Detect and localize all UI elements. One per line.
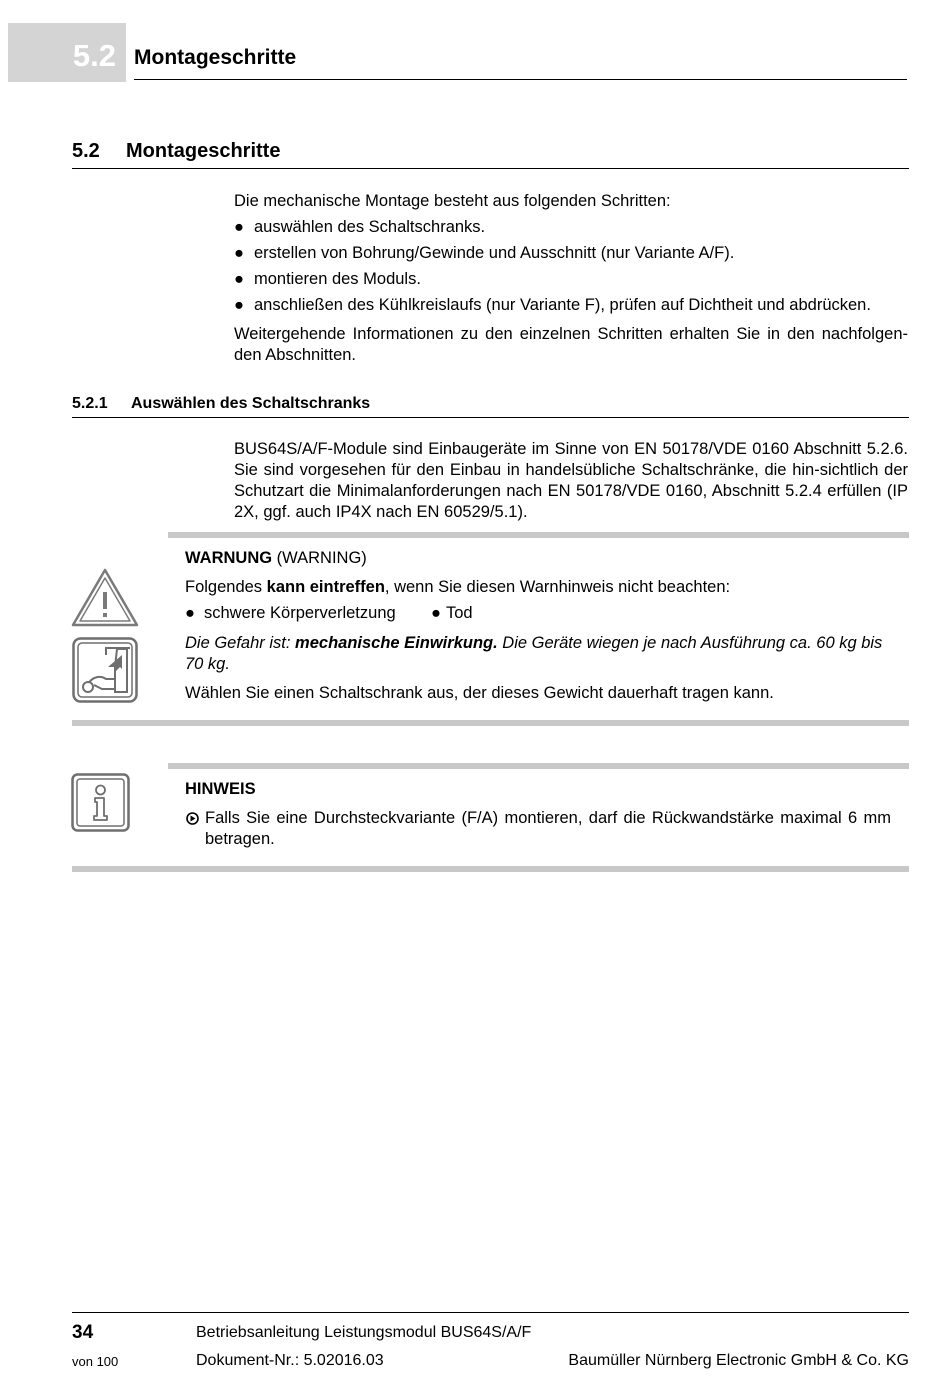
subsection-title: Auswählen des Schaltschranks bbox=[131, 395, 371, 412]
step-item: ● montieren des Moduls. bbox=[234, 270, 421, 288]
warning-bottom-bar bbox=[72, 720, 909, 726]
warning-label: WARNUNG bbox=[185, 549, 273, 567]
warning-danger-bold: mechanische Einwirkung. bbox=[295, 634, 498, 652]
further-info: Weitergehende Informationen zu den einzelnen Schritten erhalten Sie in den nachfolgen-den Abschnitten. bbox=[234, 325, 908, 364]
warning-title bbox=[185, 548, 367, 569]
warning-danger-post: Die Geräte wiegen je nach Ausführung ca. 60 kg bis 70 kg. bbox=[185, 634, 883, 673]
subsection-number: 5.2.1 bbox=[72, 395, 108, 412]
step-item: ● anschließen des Kühlkreislaufs (nur Variante F), prüfen auf Dichtheit und abdrücken. bbox=[234, 296, 871, 314]
footer-company: Baumüller Nürnberg Electronic GmbH & Co. KG bbox=[568, 1352, 909, 1369]
note-text: Falls Sie eine Durchsteckvariante (F/A) montieren, darf die Rückwandstärke maximal 6 mm betragen. bbox=[205, 809, 891, 848]
consequence-item: ● schwere Körperverletzung bbox=[185, 604, 396, 622]
note-title: HINWEIS bbox=[185, 780, 256, 798]
section-rule bbox=[72, 168, 909, 169]
step-item: ● auswählen des Schaltschranks. bbox=[234, 218, 486, 236]
footer-manual-title: Betriebsanleitung Leistungsmodul BUS64S/A/F bbox=[196, 1324, 532, 1341]
step-text: anschließen des Kühlkreislaufs (nur Variante F), prüfen auf Dichtheit und abdrücken. bbox=[254, 296, 871, 314]
note-top-bar bbox=[168, 763, 909, 769]
step-text: erstellen von Bohrung/Gewinde und Ausschnitt (nur Variante A/F). bbox=[254, 244, 735, 262]
section-number: 5.2 bbox=[72, 140, 100, 162]
arrow-right-bullet-icon bbox=[186, 812, 199, 825]
header-rule bbox=[134, 79, 907, 80]
step-item: ● erstellen von Bohrung/Gewinde und Ausschnitt (nur Variante A/F). bbox=[234, 244, 735, 262]
consequence-text: schwere Körperverletzung bbox=[204, 604, 396, 622]
step-text: montieren des Moduls. bbox=[254, 270, 421, 288]
section-heading bbox=[72, 140, 280, 163]
page-count: von 100 bbox=[72, 1354, 119, 1369]
subsection-heading bbox=[72, 395, 370, 413]
consequence-item: ● Tod bbox=[431, 604, 473, 622]
warning-danger-pre: Die Gefahr ist: bbox=[185, 634, 296, 652]
section-title: Montageschritte bbox=[126, 140, 281, 162]
section-intro: Die mechanische Montage besteht aus folgenden Schritten: bbox=[234, 192, 671, 210]
page-number: 34 bbox=[72, 1322, 94, 1343]
warning-consequence bbox=[185, 577, 905, 598]
warning-action: Wählen Sie einen Schaltschrank aus, der dieses Gewicht dauerhaft tragen kann. bbox=[185, 684, 774, 702]
header-section-number: 5.2 bbox=[72, 38, 116, 73]
consequence-text: Tod bbox=[446, 604, 473, 622]
step-text: auswählen des Schaltschranks. bbox=[254, 218, 486, 236]
info-icon bbox=[71, 773, 130, 832]
warning-label-en: (WARNING) bbox=[276, 549, 367, 567]
warning-triangle-icon bbox=[71, 568, 139, 628]
warning-consequence-bold: kann eintreffen bbox=[266, 578, 385, 596]
warning-danger bbox=[185, 633, 905, 675]
header-section-title: Montageschritte bbox=[134, 46, 297, 69]
footer-doc-number: Dokument-Nr.: 5.02016.03 bbox=[196, 1352, 384, 1369]
crush-hazard-icon bbox=[72, 637, 138, 703]
warning-consequence-post: , wenn Sie diesen Warnhinweis nicht beachten: bbox=[384, 578, 731, 596]
subsection-text: BUS64S/A/F-Module sind Einbaugeräte im Sinne von EN 50178/VDE 0160 Abschnitt 5.2.6. Sie sind vorgesehen für den Einbau in handelsübliche Schaltschränke, die hin-sichtlich der Schutzart die Minimalanforderungen nach EN 50178/VDE 0160, Abschnitt 5.2.4 erfüllen (IP 2X, ggf. auch IP4X nach EN 60529/5.1). bbox=[234, 440, 908, 521]
footer-rule bbox=[72, 1312, 909, 1313]
warning-consequence-pre: Folgendes bbox=[185, 578, 267, 596]
subsection-rule bbox=[72, 417, 909, 418]
warning-top-bar bbox=[168, 532, 909, 538]
note-bottom-bar bbox=[72, 866, 909, 872]
